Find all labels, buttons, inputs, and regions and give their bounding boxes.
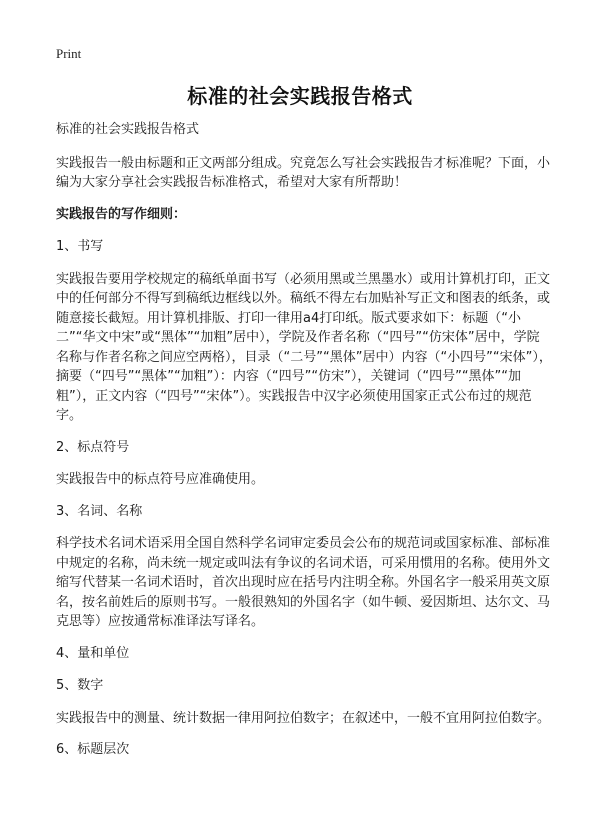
item-heading-terms: 3、名词、名称 xyxy=(56,503,143,519)
document-body xyxy=(56,120,552,773)
item-heading-levels: 6、标题层次 xyxy=(56,742,130,757)
document-subtitle: 标准的社会实践报告格式 xyxy=(56,122,200,137)
document-title: 标准的社会实践报告格式 xyxy=(187,84,413,108)
item-text-terms: 科学技术名词术语采用全国自然科学名词审定委员会公布的规范词或国家标准、部标准中规定的名称，尚未统一规定或叫法有争议的名词术语，可采用惯用的名称。使用外文缩写代替某一名词术语时，首次出现时应在括号内注明全称。外国名字一般采用英文原名，按名前姓后的原则书写。一般很熟知的外国名字（如牛顿、爱因斯坦、达尔文、马克思等）应按通常标准译法写译名。 xyxy=(56,536,551,629)
section-title: 实践报告的写作细则： xyxy=(56,206,187,222)
item-heading-punctuation: 2、标点符号 xyxy=(56,439,130,455)
item-heading-writing: 1、书写 xyxy=(56,239,104,254)
item-text-punctuation: 实践报告中的标点符号应准确使用。 xyxy=(56,472,265,487)
item-heading-units: 4、量和单位 xyxy=(56,645,130,661)
intro-paragraph: 实践报告一般由标题和正文两部分组成。究竟怎么写社会实践报告才标准呢？下面，小编为大家分享社会实践报告标准格式，希望对大家有所帮助！ xyxy=(56,155,551,190)
print-link[interactable]: Print xyxy=(56,46,82,61)
item-heading-numbers: 5、数字 xyxy=(56,678,104,693)
item-text-writing: 实践报告要用学校规定的稿纸单面书写（必须用黑或兰黑墨水）或用计算机打印，正文中的任何部分不得写到稿纸边框线以外。稿纸不得左右加贴补写正文和图表的纸条，或随意接长截短。用计算机排版、打印一律用a4打印纸。版式要求如下：标题（“小二”“华文中宋”或“黑体”“加粗”居中），学院及作者名称（“四号”“仿宋体”居中，学院名称与作者名称之间应空两格），目录（“二号”“黑体”居中）内容（“小四号”“宋体”），摘要（“四号”“黑体”“加粗”）：内容（“四号”“仿宋”），关键词（“四号”“黑体”“加粗”），正文内容（“四号”“宋体”）。实践报告中汉字必须使用国家正式公布过的规范字。 xyxy=(56,271,552,423)
item-text-numbers: 实践报告中的测量、统计数据一律用阿拉伯数字；在叙述中，一般不宜用阿拉伯数字。 xyxy=(56,710,551,726)
